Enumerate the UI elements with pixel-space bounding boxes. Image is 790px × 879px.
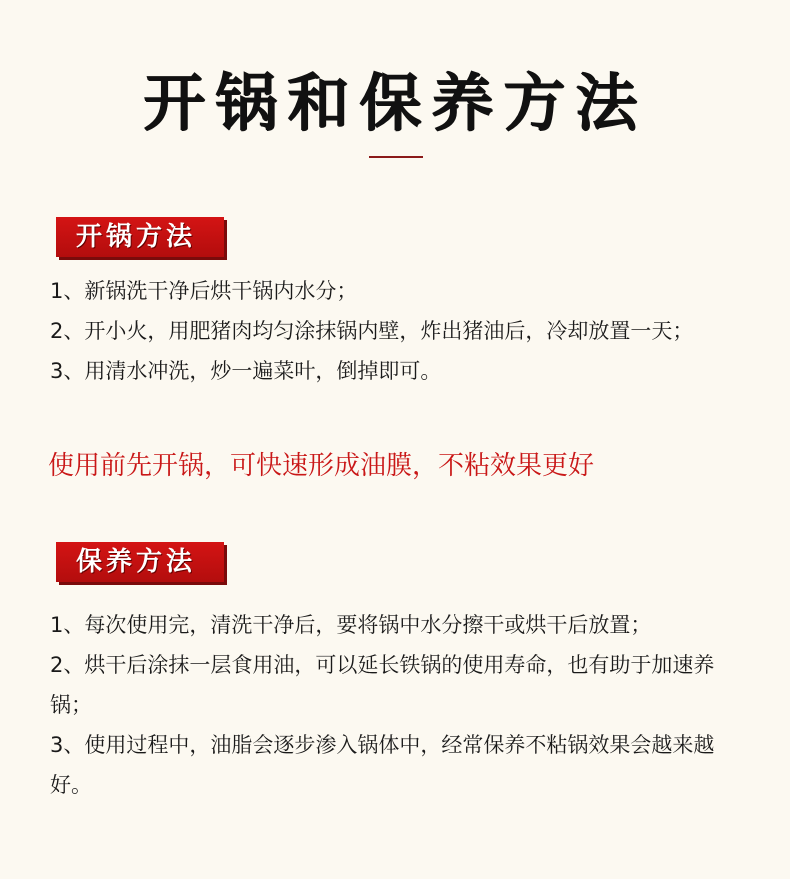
list-item: 2、开小火，用肥猪肉均匀涂抹锅内壁，炸出猪油后，冷却放置一天； <box>50 319 694 343</box>
list-item: 3、用清水冲洗，炒一遍菜叶，倒掉即可。 <box>50 359 442 383</box>
list-item: 1、每次使用完，清洗干净后，要将锅中水分擦干或烘干后放置； <box>50 613 652 637</box>
section-heading-opening: 开锅方法 <box>56 217 224 257</box>
title-divider <box>369 156 423 158</box>
list-item: 1、新锅洗干净后烘干锅内水分； <box>50 279 358 303</box>
list-item: 2、烘干后涂抹一层食用油，可以延长铁锅的使用寿命，也有助于加速养锅； <box>50 653 715 717</box>
highlight-note: 使用前先开锅，可快速形成油膜，不粘效果更好 <box>48 451 595 481</box>
maintenance-steps-list <box>50 605 750 805</box>
list-item: 3、使用过程中，油脂会逐步渗入锅体中，经常保养不粘锅效果会越来越好。 <box>50 733 715 797</box>
section-heading-maintenance: 保养方法 <box>56 542 224 582</box>
page-title: 开锅和保养方法 <box>142 66 647 139</box>
opening-steps-list <box>50 271 750 391</box>
